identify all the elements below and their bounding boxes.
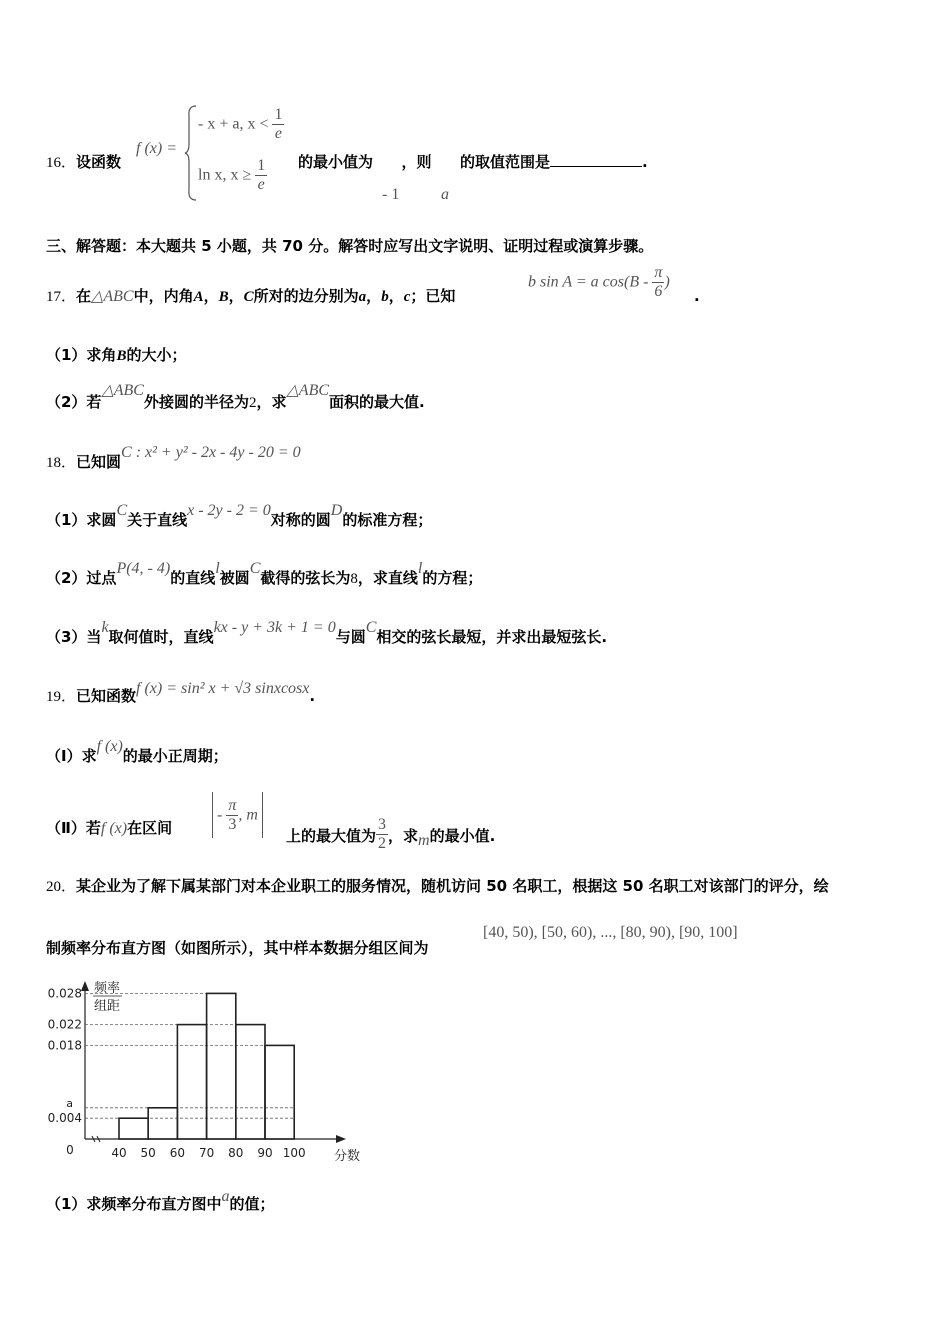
y-tick-label: 0.022 [47, 1017, 82, 1032]
q16-min-value: - 1 [382, 186, 400, 203]
q17-a: a [358, 289, 367, 305]
q19-p2-frac-num: 3 [378, 816, 387, 833]
x-axis-label: 分数 [334, 1149, 360, 1164]
q17-p2-end: 面积的最大值. [329, 393, 425, 411]
q18-p3-mid: 取何值时，直线 [108, 628, 214, 646]
q19-p1-f: f (x) [96, 738, 123, 755]
q18-number: 18． [46, 455, 77, 471]
q16-number: 16． [46, 155, 77, 171]
q17-p2-mid: 外接圆的半径为 [143, 393, 249, 411]
q18-p2-length: 8 [350, 571, 358, 587]
q16-case2-frac-num: 1 [257, 157, 266, 174]
q17-text1: 在 [76, 287, 92, 305]
q19-end: . [309, 687, 316, 705]
q17-text3: 所对的边分别为 [253, 287, 359, 305]
q18-p1-line: x - 2y - 2 = 0 [187, 502, 271, 519]
q16-min-text: 的最小值为 [298, 153, 374, 171]
q16-case2-frac [255, 157, 267, 194]
q20-p1-label: （1）求频率分布直方图中 [46, 1195, 222, 1213]
histogram-bar [148, 1108, 177, 1139]
q16-then: ，则 [401, 153, 432, 171]
section-heading: 三、解答题：本大题共 5 小题，共 70 分。解答时应写出文字说明、证明过程或演算步骤。 [46, 237, 654, 255]
q19-interval-m: , m [238, 806, 258, 824]
q17-p1-end: 的大小； [126, 346, 187, 364]
q19-p1-end: 的最小正周期； [122, 747, 228, 765]
x-tick-label: 80 [228, 1146, 244, 1160]
origin-label: 0 [66, 1143, 74, 1157]
q20-text1: 某企业为了解下属某部门对本企业职工的服务情况，随机访问 50 名职工，根据这 50 名职工对该部门的评分，绘 [76, 877, 829, 895]
q18-text1: 已知圆 [76, 453, 122, 471]
q19-p2-f: f (x) [100, 820, 128, 837]
q16-case2-frac-den: e [257, 176, 265, 193]
q16-answer-blank[interactable] [550, 152, 642, 167]
q17-p2-triangle1: △ABC [101, 382, 144, 399]
q17-p2-label: （2）若 [46, 393, 102, 411]
q17-sep4: ， [388, 287, 404, 305]
q20-text2: 制频率分布直方图（如图所示），其中样本数据分组区间为 [46, 939, 429, 957]
q17 [46, 286, 455, 307]
x-tick-label: 70 [198, 1146, 215, 1160]
q19-part1 [46, 738, 228, 767]
q18-p1-end: 的标准方程； [342, 511, 433, 529]
q17-equation [528, 264, 670, 301]
q16 [46, 152, 121, 173]
q18-p2-label: （2）过点 [46, 569, 117, 587]
q17-text4: ；已知 [410, 287, 456, 305]
q17-triangle: △ABC [91, 288, 134, 305]
q18-p2-end: 的方程； [422, 569, 483, 587]
q19-p2-end: 的最小值. [429, 827, 496, 845]
q19-number: 19． [46, 689, 77, 705]
q17-p2-mid2: ，求 [256, 393, 287, 411]
q17-p1-B: B [116, 348, 127, 364]
x-tick-label: 90 [257, 1146, 273, 1160]
q18-p2-C: C [249, 560, 261, 577]
q18-p2-point: P(4, - 4) [116, 560, 171, 577]
y-tick-label: a [66, 1096, 73, 1110]
q16-case2-expr: ln x, x ≥ [198, 166, 252, 184]
q17-b: b [381, 289, 389, 305]
histogram-bar [177, 1025, 206, 1139]
q19-p2-frac-den: 2 [378, 835, 387, 852]
histogram-bar [236, 1025, 265, 1139]
q19-p2-m: m [418, 832, 430, 849]
q18-p3-end: 相交的弦长最短，并求出最短弦长. [376, 628, 608, 646]
q16-case1-frac [272, 106, 284, 143]
q18-p1-D: D [330, 502, 343, 519]
q18-p1-mid2: 对称的圆 [270, 511, 331, 529]
q19-text1: 已知函数 [76, 687, 137, 705]
q16-tail [298, 152, 648, 172]
q17-eq-frac-den: 6 [654, 283, 663, 300]
q19-part2 [46, 818, 172, 839]
q18-p2-mid: 的直线 [170, 569, 216, 587]
q17-eq-close: ) [664, 273, 670, 291]
q17-c: c [403, 289, 411, 305]
histogram-bar [207, 993, 236, 1139]
q19-p1-label: （Ⅰ）求 [46, 747, 97, 765]
x-axis-arrow [336, 1135, 346, 1143]
y-tick-label: 0.004 [47, 1111, 82, 1126]
q17-p2-radius: 2 [248, 395, 257, 411]
y-axis-arrow [81, 981, 89, 991]
q17-sep1: ， [203, 287, 219, 305]
q18-p3-line: kx - y + 3k + 1 = 0 [213, 619, 336, 636]
q19-p2-mid2: 上的最大值为 [286, 827, 377, 845]
q16-case1-frac-den: e [274, 125, 283, 142]
q17-end: . [694, 287, 700, 305]
q17-eq-frac-num: π [654, 264, 663, 281]
q17-part2 [46, 382, 425, 413]
q17-C: C [243, 289, 254, 305]
q17-p2-triangle2: △ABC [286, 382, 330, 399]
y-tick-label: 0.028 [47, 986, 82, 1001]
histogram-bar [119, 1118, 148, 1139]
q16-case1 [198, 106, 284, 143]
y-tick-label: 0.018 [47, 1038, 82, 1053]
q17-B: B [218, 289, 229, 305]
q17-sep3: ， [366, 287, 382, 305]
q16-end: . [641, 153, 648, 171]
q18-p2-mid3: 截得的弦长为 [260, 569, 351, 587]
q17-sep2: ， [228, 287, 244, 305]
q19-interval-frac [226, 797, 238, 834]
q16-fx: f (x) = [136, 140, 177, 157]
q18-p3-C: C [365, 619, 377, 636]
q18-p1-mid: 关于直线 [127, 511, 188, 529]
q20-line1 [46, 876, 829, 897]
q20-line2 [46, 938, 429, 958]
y-axis-label-bottom: 组距 [94, 999, 121, 1014]
q18-p2-mid2: 被圆 [219, 569, 250, 587]
x-tick-label: 40 [111, 1146, 127, 1160]
q19 [46, 680, 316, 707]
histogram-bar [265, 1045, 294, 1139]
q20-intervals: [40, 50), [50, 60), ..., [80, 90), [90, 100] [483, 924, 738, 941]
q19-part2-cont [286, 818, 495, 855]
q17-eq-frac [652, 264, 664, 301]
q19-interval [212, 792, 263, 838]
q17-eq-left: b sin A = a cos(B - [528, 273, 649, 291]
q19-interval-frac-num: π [228, 796, 237, 814]
q18-p1-C: C [116, 502, 128, 519]
q17-text2: 中，内角 [133, 287, 194, 305]
q16-param: a [441, 186, 449, 203]
q19-p2-label: （Ⅱ）若 [46, 819, 101, 837]
q20-p1-a: a [221, 1188, 230, 1205]
histogram-chart [40, 976, 360, 1170]
q16-case1-frac-num: 1 [274, 106, 283, 123]
q16-case1-expr: - x + a, x < [198, 115, 269, 133]
q19-interval-minus: - [217, 806, 223, 824]
q18-part2 [46, 560, 483, 589]
q19-p2-mid: 在区间 [127, 819, 173, 837]
q18-part1 [46, 502, 433, 531]
q18-p2-l: l [215, 560, 220, 577]
q20-number: 20． [46, 879, 77, 895]
q16-range-text: 的取值范围是 [459, 153, 550, 171]
q19-p2-frac [376, 816, 388, 853]
q19-interval-frac-den: 3 [228, 815, 237, 833]
q20-p1-end: 的值； [229, 1195, 275, 1213]
q18-p2-l2: l [417, 560, 423, 577]
q16-case2 [198, 157, 267, 194]
q18 [46, 444, 301, 473]
x-tick-label: 60 [169, 1146, 186, 1160]
q20-part1 [46, 1188, 275, 1215]
x-tick-label: 100 [282, 1146, 306, 1160]
q16-prefix: 设函数 [76, 153, 122, 171]
y-axis-label-top: 频率 [94, 981, 121, 996]
q17-A: A [193, 289, 204, 305]
q19-function: f (x) = sin² x + √3 sinxcosx [136, 680, 310, 697]
q18-p3-k: k [101, 619, 109, 636]
q17-number: 17． [46, 289, 77, 305]
q18-p2-mid4: ，求直线 [357, 569, 418, 587]
q18-p1-label: （1）求圆 [46, 511, 117, 529]
q16-brace [184, 104, 198, 202]
q17-part1 [46, 345, 186, 366]
q18-circle-equation: C : x² + y² - 2x - 4y - 20 = 0 [121, 444, 301, 461]
q17-p1-label: （1）求角 [46, 346, 117, 364]
x-tick-label: 50 [140, 1146, 156, 1160]
q19-p2-mid3: ，求 [388, 827, 419, 845]
q18-part3 [46, 619, 608, 648]
q18-p3-mid2: 与圆 [335, 628, 366, 646]
q18-p3-label: （3）当 [46, 628, 102, 646]
